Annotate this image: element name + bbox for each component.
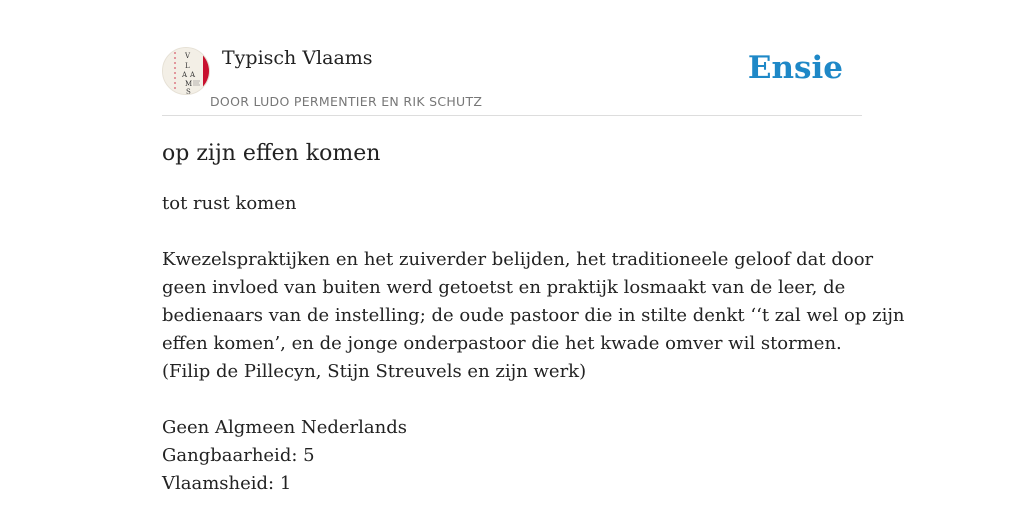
svg-text:V: V (185, 52, 191, 60)
svg-text:S: S (186, 88, 191, 94)
svg-text:A: A (182, 71, 188, 79)
entry-definition: tot rust komen (162, 193, 297, 214)
meta-gangbaarheid: Gangbaarheid: 5 (162, 445, 315, 466)
typisch-vlaams-book-cover-icon[interactable] (162, 47, 210, 95)
entry-meta (162, 414, 862, 498)
entry-example (162, 246, 905, 386)
book-cover-graphic (163, 48, 209, 94)
example-source: (Filip de Pillecyn, Stijn Streuvels en zijn werk) (162, 361, 587, 382)
meta-vlaamsheid: Vlaamsheid: 1 (162, 473, 292, 494)
svg-text:A: A (190, 71, 196, 79)
entry-headword: op zijn effen komen (162, 141, 381, 166)
site-header (162, 40, 862, 116)
meta-language-note: Geen Algmeen Nederlands (162, 417, 407, 438)
entry-content (162, 138, 905, 498)
dictionary-title[interactable]: Typisch Vlaams (222, 47, 373, 69)
dictionary-authors: DOOR LUDO PERMENTIER EN RIK SCHUTZ (210, 94, 483, 109)
example-line: Kwezelspraktijken en het zuiverder belijden, het traditioneele geloof dat door (162, 249, 874, 270)
ensie-logo-link[interactable]: Ensie (747, 50, 843, 86)
example-line: effen komen’, en de jonge onderpastoor die het kwade omver wil stormen. (162, 333, 842, 354)
svg-text:L: L (185, 62, 190, 70)
example-line: bedienaars van de instelling; de oude pastoor die in stilte denkt ‘‘t zal wel op zijn (162, 305, 905, 326)
example-line: geen invloed van buiten werd getoetst en praktijk losmaakt van de leer, de (162, 277, 846, 298)
svg-text:M: M (185, 80, 193, 88)
